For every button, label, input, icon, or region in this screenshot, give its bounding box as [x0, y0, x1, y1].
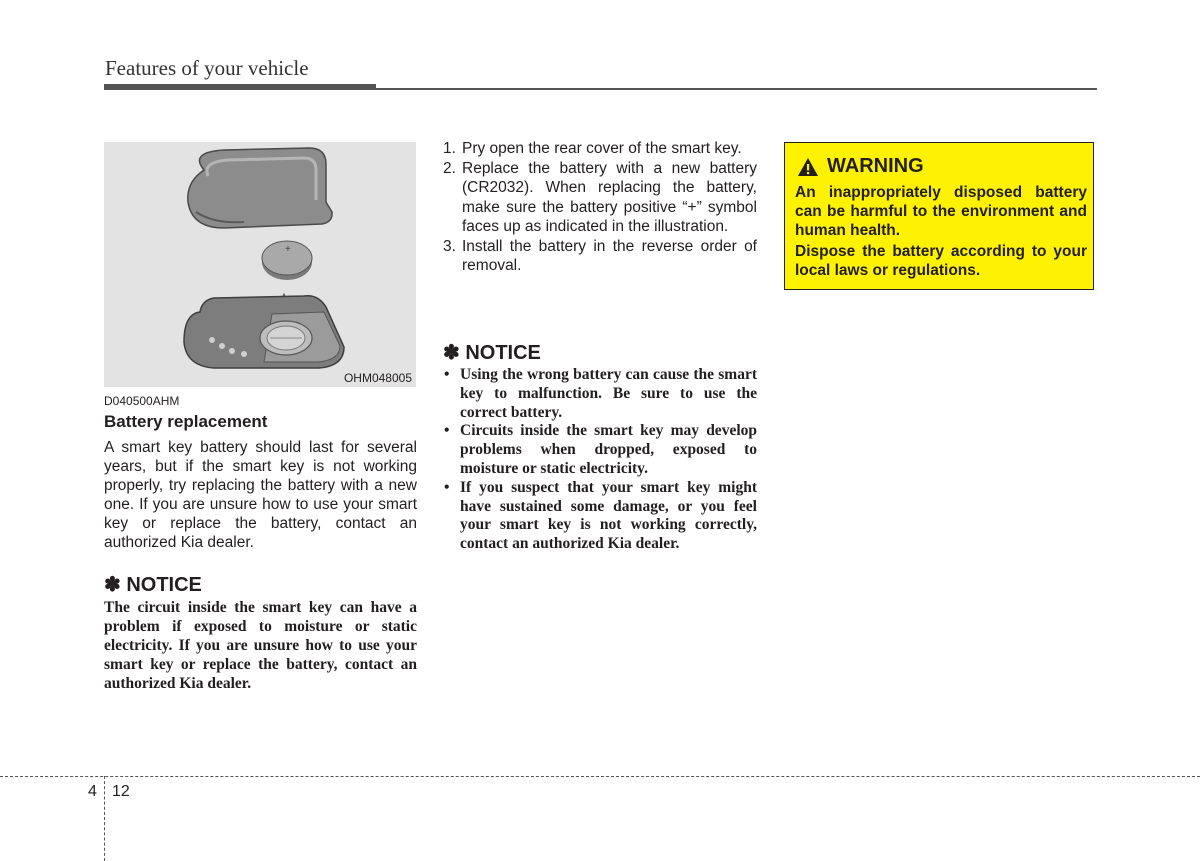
battery-plus-mark: + [285, 244, 291, 255]
warning-heading [797, 155, 924, 178]
list-item [443, 422, 757, 478]
intro-paragraph: A smart key battery should last for several years, but if the smart key is not working properly, try replacing the battery with a new one. If you are unsure how to use your smart key or replace the battery, contact an authorized Kia dealer. [104, 439, 417, 551]
notice-text-left: The circuit inside the smart key can have a problem if exposed to moisture or static electricity. If you are unsure how to use your smart key or replace the battery, contact an authorized Kia dealer. [104, 599, 417, 692]
notice-item-text: Circuits inside the smart key may develop problems when dropped, exposed to moisture or static electricity. [460, 422, 757, 477]
warning-text-2: Dispose the battery according to your local laws or regulations. [795, 243, 1087, 279]
step-number: 2. [443, 160, 456, 178]
page-header-title: Features of your vehicle [105, 56, 309, 80]
notice-heading-middle [443, 340, 541, 365]
notice-label: NOTICE [465, 342, 541, 364]
warning-text-1: An inappropriately disposed battery can be harmful to the environment and human health. [795, 184, 1087, 239]
page-number: 12 [112, 783, 130, 800]
replacement-steps [443, 139, 757, 276]
bullet: • [444, 422, 450, 440]
document-code: D040500AHM [104, 394, 180, 408]
smart-key-illustration [104, 142, 416, 387]
list-item [443, 479, 757, 554]
bullet: • [444, 366, 450, 383]
figure-code: OHM048005 [343, 371, 412, 385]
step-item [443, 159, 757, 236]
warning-box [784, 142, 1094, 290]
notice-symbol-icon: ✽ [104, 574, 121, 596]
step-item [443, 139, 757, 158]
notice-label: NOTICE [126, 574, 202, 596]
footer-divider [104, 776, 105, 861]
footer-rule [0, 776, 1200, 777]
list-item [443, 366, 757, 422]
chapter-number: 4 [88, 783, 97, 800]
step-text: Replace the battery with a new battery (CR2032). When replacing the battery, make sure the battery positive “+” symbol faces up as indicated in the illustration. [462, 160, 757, 235]
notice-list [443, 366, 757, 554]
step-number: 3. [443, 238, 456, 256]
section-title: Battery replacement [104, 412, 268, 431]
warning-triangle-icon [797, 157, 819, 177]
warning-title: WARNING [827, 155, 924, 177]
step-item [443, 237, 757, 275]
step-text: Install the battery in the reverse order of removal. [462, 238, 757, 275]
notice-symbol-icon: ✽ [443, 342, 460, 364]
notice-heading-left [104, 572, 202, 597]
step-text: Pry open the rear cover of the smart key. [462, 140, 742, 157]
smart-key-drawing [104, 142, 416, 387]
notice-item-text: Using the wrong battery can cause the smart key to malfunction. Be sure to use the correct battery. [460, 366, 757, 421]
header-rule [104, 88, 1097, 90]
step-number: 1. [443, 140, 456, 157]
notice-item-text: If you suspect that your smart key might have sustained some damage, or you feel your smart key is not working correctly, contact an authorized Kia dealer. [460, 478, 757, 553]
bullet: • [444, 478, 450, 496]
